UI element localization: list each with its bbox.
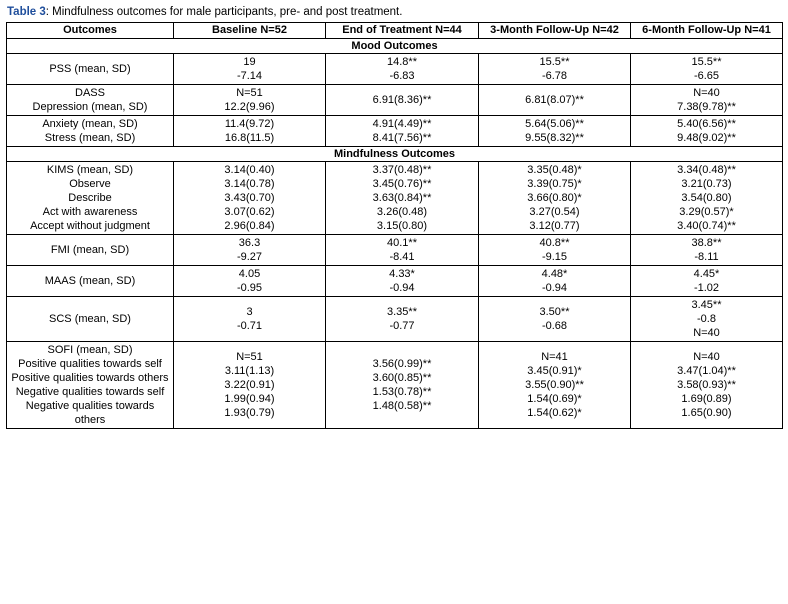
row-label-line: Accept without judgment [30, 220, 150, 232]
header-line2: N=52 [260, 24, 287, 36]
cell-value: 3.15(0.80) [376, 220, 428, 232]
cell-value: 4.33* [389, 268, 415, 280]
section-title: Mood Outcomes [7, 39, 783, 54]
cell-value: 3.37(0.48)** [372, 164, 432, 176]
section-heading-row [7, 147, 783, 162]
table-cell [479, 54, 631, 85]
table-cell [631, 266, 783, 297]
cell-value: 1.65(0.90) [681, 407, 732, 419]
outcomes-table [6, 22, 783, 429]
table-cell [174, 297, 326, 342]
cell-value: 1.54(0.62)* [527, 407, 582, 419]
table-row [7, 54, 783, 85]
table-cell [326, 54, 479, 85]
cell-value: -0.68 [541, 320, 568, 332]
row-label-line: Describe [68, 192, 112, 204]
cell-value: 15.5** [691, 56, 722, 68]
table-cell [631, 235, 783, 266]
cell-value: 9.48(9.02)** [677, 132, 736, 144]
cell-value: 3.14(0.40) [224, 164, 275, 176]
cell-value: N=51 [236, 87, 263, 99]
cell-value: -0.77 [389, 320, 415, 332]
table-row [7, 342, 783, 429]
cell-value: 8.41(7.56)** [372, 132, 432, 144]
cell-value: -1.02 [693, 282, 720, 294]
table-row [7, 162, 783, 235]
header-line1: End of Treatment [342, 24, 433, 36]
cell-value: 3.45(0.91)* [527, 365, 582, 377]
cell-value: 4.48* [541, 268, 568, 280]
header-line2: N=44 [435, 24, 462, 36]
cell-value: 3.12(0.77) [529, 220, 580, 232]
row-label [7, 235, 174, 266]
cell-value: 3.21(0.73) [681, 178, 732, 190]
cell-value: -9.15 [541, 251, 568, 263]
table-cell [479, 85, 631, 116]
cell-value: 15.5** [539, 56, 570, 68]
cell-value: 6.91(8.36)** [372, 94, 432, 106]
table-cell [326, 162, 479, 235]
table-cell [326, 85, 479, 116]
caption-label: Table 3 [7, 6, 46, 18]
table-cell [326, 342, 479, 429]
header-line1: Baseline [212, 24, 258, 36]
cell-value: -0.71 [236, 320, 263, 332]
cell-value: -6.83 [389, 70, 415, 82]
table-cell [631, 85, 783, 116]
section-title: Mindfulness Outcomes [7, 147, 783, 162]
caption-text: : Mindfulness outcomes for male participants, pre- and post treatment. [45, 6, 403, 18]
cell-value: 3.07(0.62) [224, 206, 275, 218]
cell-value: N=40 [693, 327, 720, 339]
cell-value: 40.1** [387, 237, 417, 249]
row-label-line: Positive qualities towards self [18, 358, 162, 370]
table-header [7, 23, 783, 39]
header-line1: 3-Month Follow-Up [490, 24, 590, 36]
cell-value: 3.26(0.48) [376, 206, 428, 218]
table-row [7, 266, 783, 297]
header-line2: N=41 [744, 24, 771, 36]
row-label [7, 162, 174, 235]
cell-value: 3.40(0.74)** [677, 220, 736, 232]
cell-value: 38.8** [691, 237, 722, 249]
row-label-line: Stress (mean, SD) [44, 132, 136, 144]
table-cell [631, 342, 783, 429]
cell-value: -8.11 [694, 251, 719, 263]
row-label-line: Observe [69, 178, 111, 190]
table-cell [479, 266, 631, 297]
row-label-line: MAAS (mean, SD) [44, 275, 136, 287]
header-line2: N=42 [592, 24, 619, 36]
header-line1: 6-Month Follow-Up [642, 24, 742, 36]
table-row [7, 235, 783, 266]
cell-value: 3.27(0.54) [529, 206, 580, 218]
row-label [7, 85, 174, 116]
section-heading-row [7, 39, 783, 54]
row-label-line: Depression (mean, SD) [32, 101, 148, 113]
cell-value: 5.40(6.56)** [677, 118, 736, 130]
cell-value: 3.45** [691, 299, 722, 311]
cell-value: 3.43(0.70) [224, 192, 275, 204]
cell-value: 9.55(8.32)** [525, 132, 584, 144]
row-label [7, 116, 174, 147]
table-cell [174, 162, 326, 235]
cell-value: 1.54(0.69)* [527, 393, 582, 405]
cell-value: 1.69(0.89) [681, 393, 732, 405]
cell-value: -6.65 [693, 70, 720, 82]
cell-value: 3.55(0.90)** [525, 379, 584, 391]
column-header-outcomes [7, 23, 174, 39]
column-header-end-of-treatment [326, 23, 479, 39]
table-cell [631, 116, 783, 147]
cell-value: 1.53(0.78)** [372, 386, 432, 398]
row-label-line: PSS (mean, SD) [49, 63, 131, 75]
cell-value: 3 [246, 306, 253, 318]
cell-value: -0.95 [236, 282, 263, 294]
cell-value: 4.91(4.49)** [372, 118, 432, 130]
column-header-3-month-follow-up [479, 23, 631, 39]
cell-value: N=40 [693, 351, 720, 363]
row-label-line: DASS [75, 87, 105, 99]
cell-value: -6.78 [541, 70, 568, 82]
cell-value: 3.22(0.91) [224, 379, 275, 391]
table-caption [7, 5, 782, 19]
row-label-line: Act with awareness [42, 206, 138, 218]
cell-value: 14.8** [387, 56, 417, 68]
row-label-line: FMI (mean, SD) [50, 244, 130, 256]
table-cell [174, 116, 326, 147]
cell-value: 3.60(0.85)** [372, 372, 432, 384]
cell-value: 36.3 [238, 237, 261, 249]
cell-value: 6.81(8.07)** [525, 94, 584, 106]
table-cell [326, 266, 479, 297]
table-cell [631, 54, 783, 85]
table-cell [174, 235, 326, 266]
table-row [7, 116, 783, 147]
cell-value: -0.94 [541, 282, 568, 294]
cell-value: N=51 [236, 351, 263, 363]
header-row [7, 23, 783, 39]
table-cell [479, 116, 631, 147]
cell-value: 7.38(9.78)** [677, 101, 736, 113]
row-label [7, 266, 174, 297]
table-cell [326, 116, 479, 147]
table-cell [326, 297, 479, 342]
cell-value: 3.58(0.93)** [677, 379, 736, 391]
table-cell [174, 266, 326, 297]
table-cell [174, 342, 326, 429]
cell-value: 3.35(0.48)* [527, 164, 582, 176]
row-label [7, 297, 174, 342]
row-label [7, 54, 174, 85]
cell-value: 3.34(0.48)** [677, 164, 736, 176]
cell-value: 19 [243, 56, 256, 68]
cell-value: N=41 [541, 351, 568, 363]
table-body [7, 39, 783, 429]
cell-value: 3.29(0.57)* [679, 206, 734, 218]
cell-value: 3.39(0.75)* [527, 178, 582, 190]
column-header-6-month-follow-up [631, 23, 783, 39]
row-label-line: Negative qualities towards self [15, 386, 165, 398]
cell-value: 1.48(0.58)** [372, 400, 432, 412]
cell-value: 40.8** [539, 237, 570, 249]
cell-value: 3.47(1.04)** [677, 365, 736, 377]
table-cell [631, 297, 783, 342]
table-row [7, 297, 783, 342]
row-label [7, 342, 174, 429]
cell-value: 3.14(0.78) [224, 178, 275, 190]
cell-value: -0.8 [697, 313, 716, 325]
cell-value: 3.35** [387, 306, 417, 318]
cell-value: 5.64(5.06)** [525, 118, 584, 130]
table-cell [174, 54, 326, 85]
cell-value: N=40 [693, 87, 720, 99]
row-label-line: KIMS (mean, SD) [46, 164, 134, 176]
cell-value: 3.54(0.80) [681, 192, 732, 204]
cell-value: 3.11(1.13) [224, 365, 275, 377]
table-cell [479, 342, 631, 429]
cell-value: 4.45* [693, 268, 720, 280]
header-line1: Outcomes [63, 24, 117, 36]
cell-value: 11.4(9.72) [224, 118, 275, 130]
row-label-line: Anxiety (mean, SD) [42, 118, 138, 130]
cell-value: -9.27 [236, 251, 263, 263]
cell-value: 3.56(0.99)** [372, 358, 432, 370]
table-cell [174, 85, 326, 116]
table-cell [326, 235, 479, 266]
row-label-line: Negative qualities towards others [25, 400, 155, 426]
column-header-baseline [174, 23, 326, 39]
cell-value: 1.99(0.94) [224, 393, 275, 405]
row-label-line: SCS (mean, SD) [49, 313, 131, 325]
row-label-line: Positive qualities towards others [11, 372, 169, 384]
cell-value: 3.45(0.76)** [372, 178, 432, 190]
table-cell [631, 162, 783, 235]
table-cell [479, 162, 631, 235]
cell-value: 3.66(0.80)* [527, 192, 582, 204]
row-label-line: SOFI (mean, SD) [47, 344, 133, 356]
cell-value: 2.96(0.84) [224, 220, 275, 232]
cell-value: 3.63(0.84)** [372, 192, 432, 204]
cell-value: -8.41 [389, 251, 415, 263]
cell-value: 3.50** [539, 306, 570, 318]
cell-value: 16.8(11.5) [224, 132, 275, 144]
cell-value: -0.94 [389, 282, 415, 294]
table-cell [479, 297, 631, 342]
cell-value: -7.14 [236, 70, 263, 82]
cell-value: 4.05 [238, 268, 261, 280]
cell-value: 1.93(0.79) [224, 407, 275, 419]
table-cell [479, 235, 631, 266]
cell-value: 12.2(9.96) [224, 101, 275, 113]
table-row [7, 85, 783, 116]
